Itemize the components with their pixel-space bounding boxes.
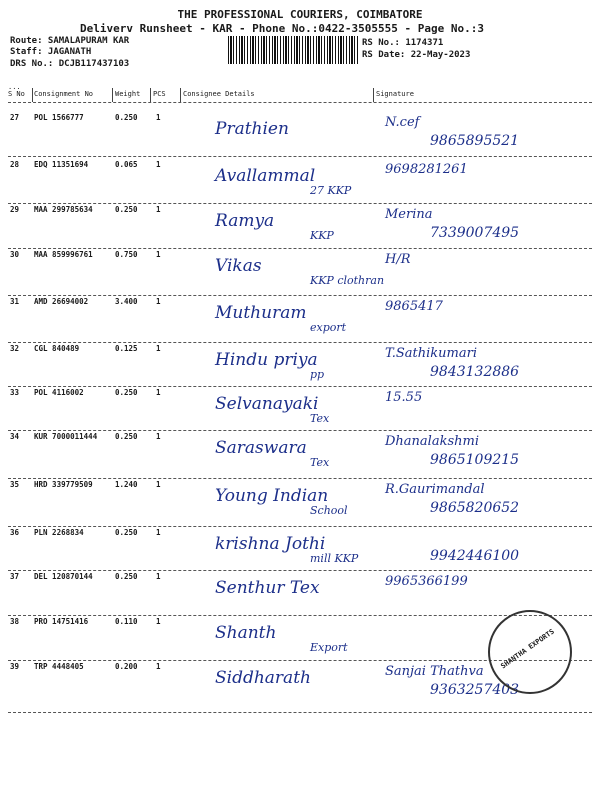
row-weight: 0.250: [115, 113, 138, 122]
row-consignment-no: PRO 14751416: [34, 617, 89, 626]
signature-phone: 9865895521: [430, 133, 520, 149]
row-consignment-no: TRP 4448405: [34, 662, 84, 671]
consignee-name: Vikas: [215, 256, 262, 276]
header-dots: ...: [8, 83, 21, 91]
barcode: [228, 36, 358, 64]
consignee-name: Avallammal: [215, 166, 316, 186]
row-consignment-no: AMD 26694002: [34, 297, 89, 306]
row-consignment-no: KUR 7000011444: [34, 432, 98, 441]
signature: 9965366199: [385, 574, 468, 589]
signature-phone: 7339007495: [430, 225, 520, 241]
header-title: THE PROFESSIONAL COURIERS, COIMBATORE: [177, 8, 423, 21]
company-stamp: [488, 610, 572, 694]
row-pcs: 1: [156, 250, 161, 259]
consignee-name: Hindu priya: [215, 350, 318, 370]
row-weight: 0.065: [115, 160, 138, 169]
consignee-name: Shanth: [215, 623, 277, 643]
consignee-name: Selvanayaki: [215, 394, 319, 414]
rs-date: RS Date: 22-May-2023: [362, 50, 471, 60]
row-sno: 36: [10, 528, 20, 537]
divider: [112, 88, 113, 102]
row-weight: 0.250: [115, 572, 138, 581]
row-divider: [8, 386, 592, 387]
drs-no: DRS No.: DCJB117437103: [10, 59, 130, 69]
signature: R.Gaurimandal: [385, 482, 485, 497]
row-weight: 0.125: [115, 344, 138, 353]
row-sno: 31: [10, 297, 20, 306]
row-weight: 0.110: [115, 617, 138, 626]
row-pcs: 1: [156, 432, 161, 441]
row-consignment-no: POL 1566777: [34, 113, 84, 122]
row-consignment-no: CGL 840489: [34, 344, 80, 353]
row-weight: 0.250: [115, 432, 138, 441]
row-sno: 30: [10, 250, 20, 259]
signature: 15.55: [385, 390, 423, 405]
staff: Staff: JAGANATH: [10, 47, 92, 57]
signature-phone: 9363257403: [430, 682, 520, 698]
row-sno: 38: [10, 617, 20, 626]
col-signature: Signature: [376, 90, 414, 98]
row-consignment-no: DEL 120870144: [34, 572, 93, 581]
consignee-detail: mill KKP: [310, 552, 359, 565]
divider: [150, 88, 151, 102]
signature: 9698281261: [385, 162, 468, 177]
divider: [32, 88, 33, 102]
row-consignment-no: MAA 859996761: [34, 250, 93, 259]
consignee-name: Siddharath: [215, 668, 311, 688]
consignee-detail: KKP clothran: [310, 274, 385, 287]
signature: Dhanalakshmi: [385, 434, 479, 449]
signature: Merina: [385, 207, 433, 222]
col-weight: Weight: [115, 90, 141, 98]
row-divider: [8, 526, 592, 527]
row-pcs: 1: [156, 297, 161, 306]
signature: T.Sathikumari: [385, 346, 478, 361]
signature-phone: 9843132886: [430, 364, 520, 380]
signature: 9865417: [385, 299, 443, 314]
row-divider: [8, 342, 592, 343]
row-pcs: 1: [156, 205, 161, 214]
row-weight: 0.750: [115, 250, 138, 259]
row-pcs: 1: [156, 113, 161, 122]
row-sno: 29: [10, 205, 20, 214]
row-divider: [8, 203, 592, 204]
row-divider: [8, 712, 592, 713]
consignee-name: Saraswara: [215, 438, 307, 458]
row-weight: 0.250: [115, 388, 138, 397]
signature: N.cef: [385, 115, 420, 130]
row-consignment-no: MAA 299785634: [34, 205, 93, 214]
row-pcs: 1: [156, 662, 161, 671]
row-divider: [8, 248, 592, 249]
row-sno: 39: [10, 662, 20, 671]
col-pcs: PCS: [153, 90, 166, 98]
row-sno: 35: [10, 480, 20, 489]
consignee-name: Ramya: [215, 211, 275, 231]
consignee-name: Muthuram: [215, 303, 307, 323]
row-divider: [8, 478, 592, 479]
divider: [373, 88, 374, 102]
row-pcs: 1: [156, 160, 161, 169]
row-pcs: 1: [156, 572, 161, 581]
row-sno: 32: [10, 344, 20, 353]
row-sno: 37: [10, 572, 20, 581]
consignee-name: krishna Jothi: [215, 534, 326, 554]
signature-phone: 9942446100: [430, 548, 520, 564]
header-subtitle: Deliverv Runsheet - KAR - Phone No.:0422-3505555 - Page No.:3: [80, 22, 484, 35]
rs-no: RS No.: 1174371: [362, 38, 444, 48]
divider: [180, 88, 181, 102]
signature: H/R: [385, 252, 411, 267]
row-consignment-no: EDQ 11351694: [34, 160, 89, 169]
consignee-detail: School: [310, 504, 348, 517]
row-consignment-no: PLN 2268834: [34, 528, 84, 537]
consignee-detail: Tex: [310, 456, 330, 469]
row-divider: [8, 615, 592, 616]
signature-phone: 9865820652: [430, 500, 520, 516]
consignee-detail: export: [310, 321, 347, 334]
stamp-text: SHANTHA EXPORTS: [499, 627, 556, 671]
row-sno: 27: [10, 113, 20, 122]
row-pcs: 1: [156, 617, 161, 626]
signature: Sanjai Thathva: [385, 664, 484, 679]
row-weight: 0.250: [115, 528, 138, 537]
row-consignment-no: HRD 339779509: [34, 480, 93, 489]
row-divider: [8, 430, 592, 431]
row-pcs: 1: [156, 344, 161, 353]
consignee-name: Young Indian: [215, 486, 329, 506]
signature-phone: 9865109215: [430, 452, 520, 468]
route: Route: SAMALAPURAM KAR: [10, 36, 130, 46]
table-header: [8, 88, 592, 102]
row-weight: 0.250: [115, 205, 138, 214]
consignee-detail: 27 KKP: [310, 184, 352, 197]
row-divider: [8, 570, 592, 571]
col-sno: S No: [8, 90, 25, 98]
consignee-detail: Tex: [310, 412, 330, 425]
col-consignee: Consignee Details: [183, 90, 255, 98]
row-pcs: 1: [156, 528, 161, 537]
row-pcs: 1: [156, 388, 161, 397]
row-weight: 3.400: [115, 297, 138, 306]
row-sno: 33: [10, 388, 20, 397]
col-consignment: Consignment No: [34, 90, 94, 98]
consignee-name: Prathien: [215, 119, 289, 139]
row-divider: [8, 156, 592, 157]
row-divider: [8, 295, 592, 296]
row-weight: 0.200: [115, 662, 138, 671]
divider: [8, 102, 592, 103]
consignee-detail: pp: [310, 368, 325, 381]
row-weight: 1.240: [115, 480, 138, 489]
row-sno: 28: [10, 160, 20, 169]
row-consignment-no: POL 4116002: [34, 388, 84, 397]
consignee-detail: Export: [310, 641, 348, 654]
consignee-detail: KKP: [310, 229, 334, 242]
consignee-name: Senthur Tex: [215, 578, 320, 598]
row-sno: 34: [10, 432, 20, 441]
row-pcs: 1: [156, 480, 161, 489]
